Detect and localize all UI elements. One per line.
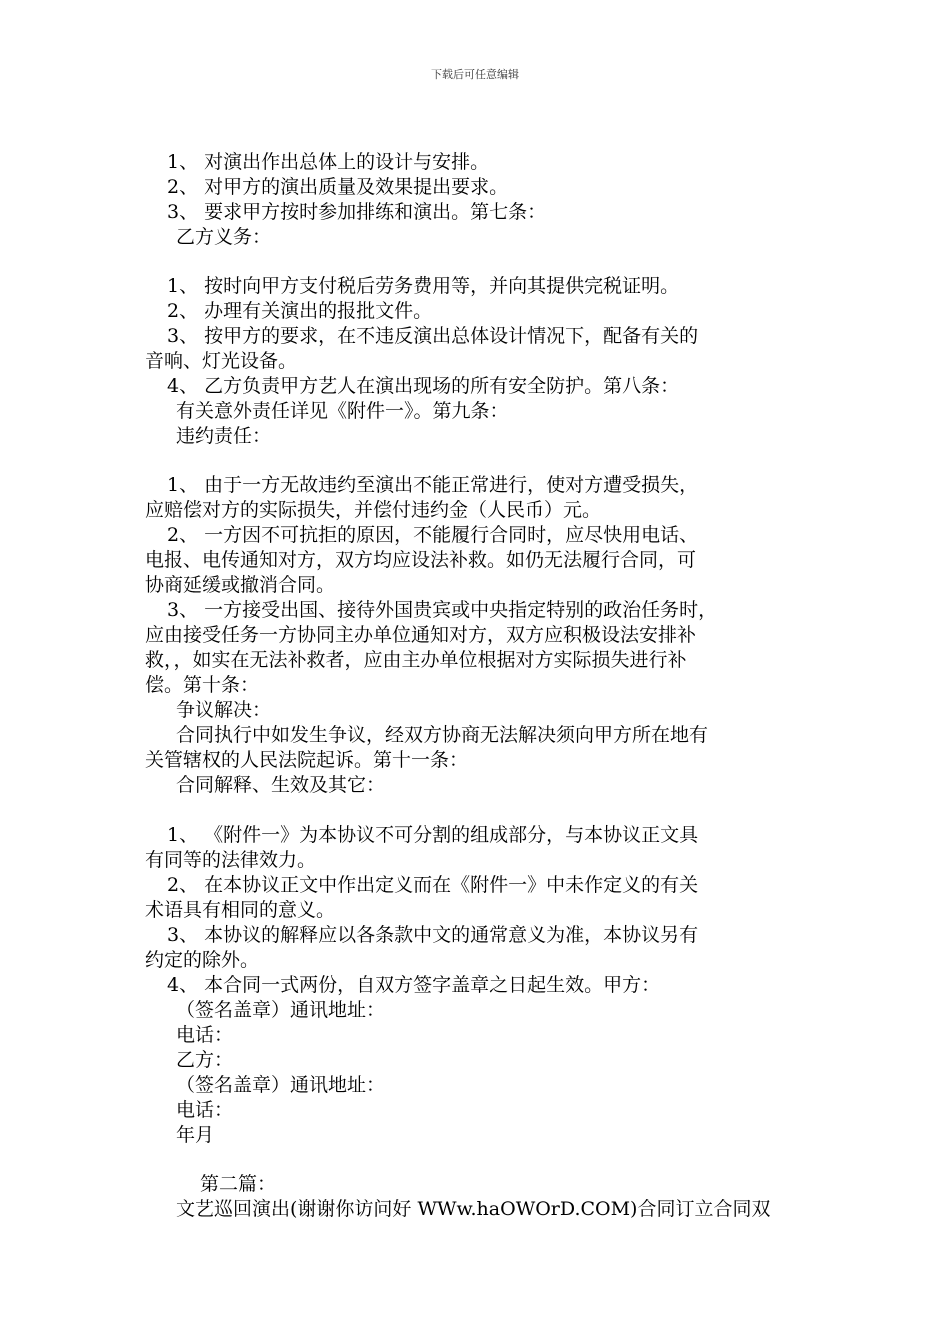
text-line: 协商延缓或撤消合同。 bbox=[145, 574, 336, 596]
text-line: 应赔偿对方的实际损失，并偿付违约金（人民币）元。 bbox=[145, 499, 602, 521]
section-heading: 第二篇： bbox=[200, 1173, 277, 1195]
page-header: 下载后可任意编辑 bbox=[431, 68, 519, 81]
text-line: 应由接受任务一方协同主办单位通知对方，双方应积极设法安排补 bbox=[145, 624, 697, 646]
text-line: 违约责任： bbox=[176, 425, 272, 447]
text-line: 1、 《附件一》为本协议不可分割的组成部分，与本协议正文具 bbox=[167, 824, 699, 846]
text-line: 合同执行中如发生争议，经双方协商无法解决须向甲方所在地有 bbox=[176, 724, 709, 746]
text-line: 争议解决： bbox=[176, 699, 272, 721]
text-line: 1、 由于一方无故违约至演出不能正常进行，使对方遭受损失， bbox=[167, 474, 699, 496]
text-line: 电话： bbox=[176, 1099, 234, 1121]
text-line: 救，，如实在无法补救者，应由主办单位根据对方实际损失进行补 bbox=[145, 649, 687, 671]
text-line: 电话： bbox=[176, 1024, 234, 1046]
text-line: 3、 本协议的解释应以各条款中文的通常意义为准，本协议另有 bbox=[167, 924, 699, 946]
text-line: 电报、电传通知对方，双方均应设法补救。如仍无法履行合同，可 bbox=[145, 549, 697, 571]
text-line: 1、 对演出作出总体上的设计与安排。 bbox=[167, 151, 490, 173]
text-line: 2、 一方因不可抗拒的原因，不能履行合同时，应尽快用电话、 bbox=[167, 524, 699, 546]
text-line: 合同解释、生效及其它： bbox=[176, 774, 386, 796]
text-line: 1、 按时向甲方支付税后劳务费用等，并向其提供完税证明。 bbox=[167, 275, 680, 297]
text-line: 2、 办理有关演出的报批文件。 bbox=[167, 300, 433, 322]
text-line: 文艺巡回演出(谢谢你访问好 WWw.haOWOrD.COM)合同订立合同双 bbox=[176, 1198, 771, 1220]
text-line: 关管辖权的人民法院起诉。第十一条： bbox=[145, 749, 469, 771]
text-line: 4、 乙方负责甲方艺人在演出现场的所有安全防护。第八条： bbox=[167, 375, 680, 397]
text-line: 术语具有相同的意义。 bbox=[145, 899, 336, 921]
text-line: 年月 bbox=[176, 1124, 215, 1146]
text-line: （签名盖章）通讯地址： bbox=[176, 999, 386, 1021]
text-line: 3、 要求甲方按时参加排练和演出。第七条： bbox=[167, 201, 547, 223]
text-line: 3、 一方接受出国、接待外国贵宾或中央指定特别的政治任务时， bbox=[167, 599, 718, 621]
text-line: 2、 在本协议正文中作出定义而在《附件一》中未作定义的有关 bbox=[167, 874, 699, 896]
text-line: 乙方： bbox=[176, 1049, 234, 1071]
text-line: 有关意外责任详见《附件一》。第九条： bbox=[176, 400, 509, 422]
text-line: 3、 按甲方的要求，在不违反演出总体设计情况下，配备有关的 bbox=[167, 325, 699, 347]
text-line: 4、 本合同一式两份，自双方签字盖章之日起生效。甲方： bbox=[167, 974, 661, 996]
text-line: （签名盖章）通讯地址： bbox=[176, 1074, 386, 1096]
text-line: 约定的除外。 bbox=[145, 949, 260, 971]
text-line: 音响、灯光设备。 bbox=[145, 350, 298, 372]
text-line: 偿。第十条： bbox=[145, 674, 260, 696]
text-line: 有同等的法律效力。 bbox=[145, 849, 317, 871]
text-line: 2、 对甲方的演出质量及效果提出要求。 bbox=[167, 176, 509, 198]
text-line: 乙方义务： bbox=[176, 226, 272, 248]
